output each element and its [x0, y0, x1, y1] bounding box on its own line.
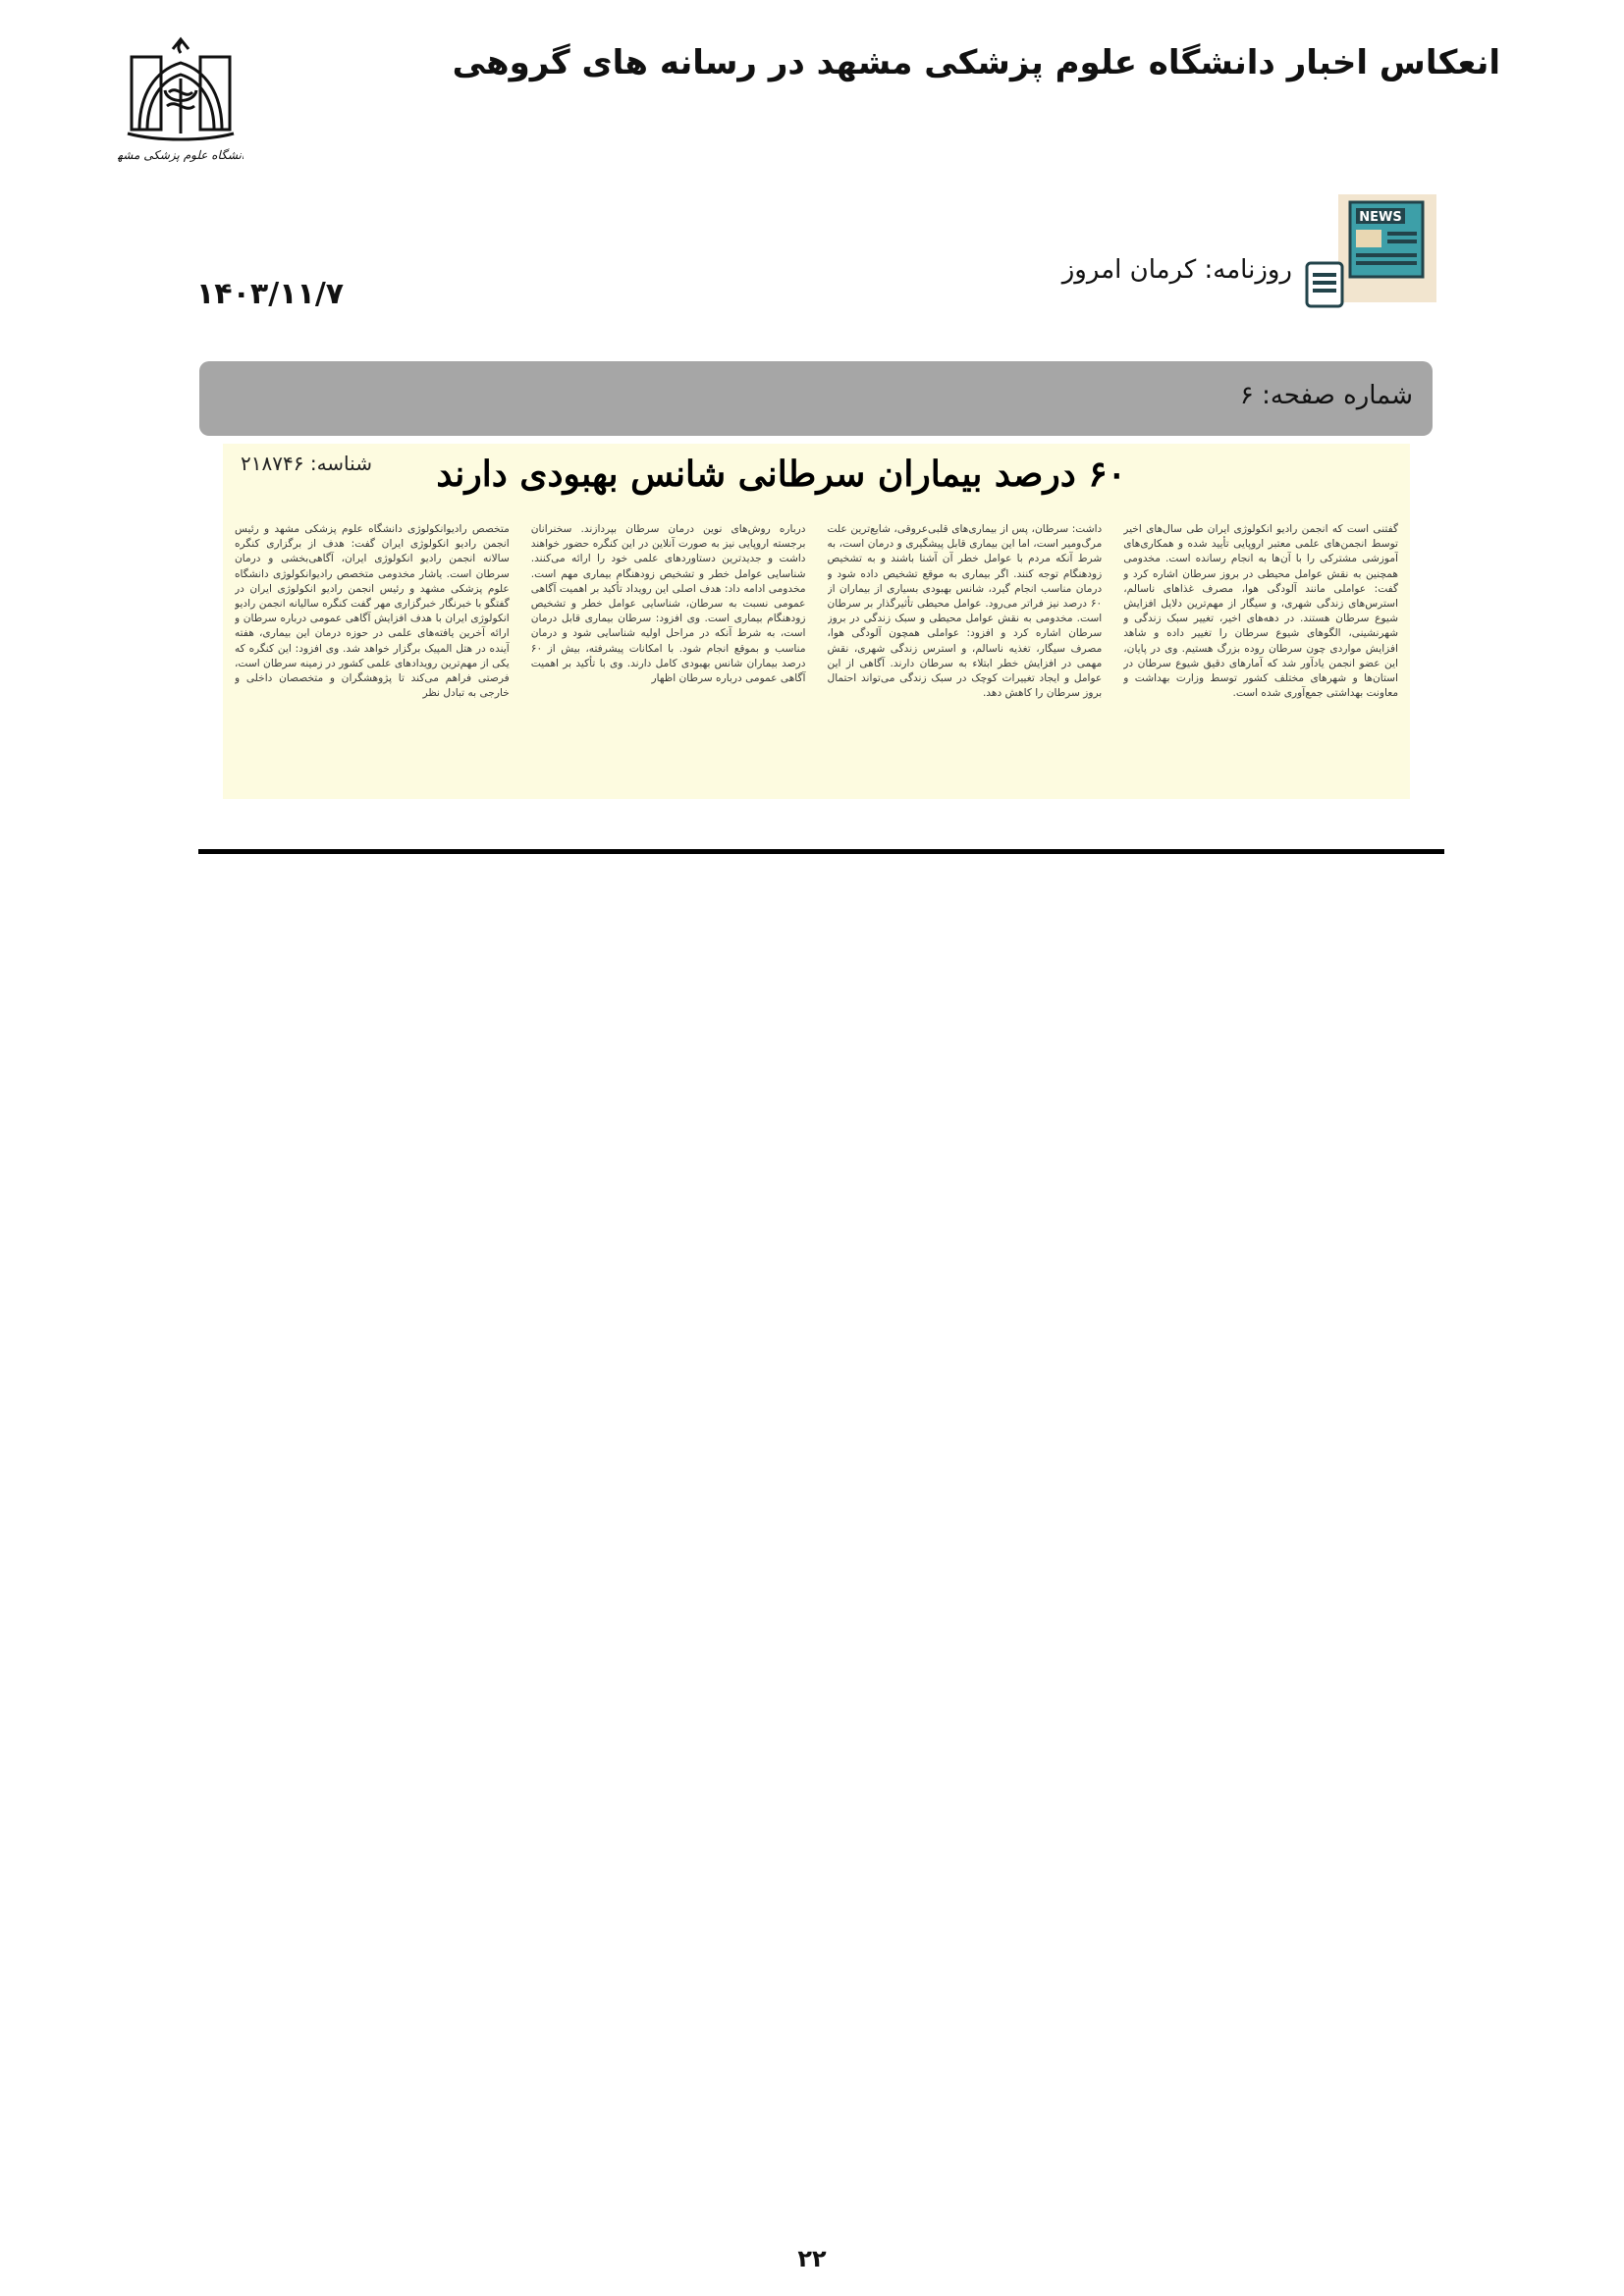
- page-number: ۲۲: [797, 2245, 827, 2272]
- issue-date: ۱۴۰۳/۱۱/۷: [196, 277, 345, 311]
- university-emblem-icon: [118, 35, 244, 168]
- newspaper-icon: [1305, 194, 1436, 310]
- newspaper-name: روزنامه: کرمان امروز: [1061, 255, 1292, 285]
- article-clipping: [223, 444, 1410, 799]
- section-divider: [198, 849, 1444, 854]
- article-column: درباره روش‌های نوین درمان سرطان بپردازند. سخنرانان برجسته اروپایی نیز به صورت آنلاین در این کنگره حضور خواهند داشت و جدیدترین دستاوردهای علمی خود را ارائه می‌کنند. شناسایی عوامل خطر و تشخیص زودهنگام بیماری مهم است. مخدومی ادامه داد: هدف اصلی این رویداد تأکید بر اهمیت آگاهی عمومی نسبت به سرطان، شناسایی عوامل خطر و تشخیص زودهنگام بیماری است. وی افزود: سرطان بیماری قابل درمان است، به شرط آنکه در مراحل اولیه شناسایی شود و درمان مناسب و بموقع انجام شود. با امکانات پیشرفته، بیش از ۶۰ درصد بیماران شانس بهبودی کامل دارند. وی با تأکید بر اهمیت آگاهی عمومی درباره سرطان اظهار: [530, 523, 806, 685]
- article-column: داشت: سرطان، پس از بیماری‌های قلبی‌عروقی، شایع‌ترین علت مرگ‌ومیر است، اما این بیماری قابل پیشگیری و درمان است، به شرط آنکه مردم با عوامل خطر آن آشنا باشند و به تشخیص زودهنگام توجه کنند. اگر بیماری به موقع تشخیص داده شود و درمان مناسب انجام گیرد، شانس بهبودی بسیاری از بیماران از ۶۰ درصد نیز فراتر می‌رود. عوامل محیطی تأثیرگذار بر سرطان است. مخدومی به نقش عوامل محیطی و سبک زندگی در بروز سرطان اشاره کرد و افزود: عواملی همچون آلودگی هوا، مصرف سیگار، تغذیه ناسالم، و استرس زندگی شهری، نقش مهمی در افزایش خطر ابتلاء به سرطان دارند. آگاهی از این عوامل و ایجاد تغییرات کوچک در سبک زندگی می‌تواند احتمال بروز سرطان را کاهش دهد.: [827, 523, 1103, 700]
- article-column: متخصص رادیوانکولوژی دانشگاه علوم پزشکی مشهد و رئیس انجمن رادیو انکولوژی ایران گفت: هدف از برگزاری کنگره سالانه انجمن رادیو انکولوژی ایران، آگاهی‌بخشی و درمان سرطان است. یاشار مخدومی متخصص رادیوانکولوژی دانشگاه علوم پزشکی مشهد و رئیس انجمن رادیو انکولوژی ایران در گفتگو با خبرنگار خبرگزاری مهر گفت کنگره سالیانه انجمن رادیو انکولوژی ایران با هدف افزایش آگاهی عمومی درباره سرطان و ارائه آخرین یافته‌های علمی در حوزه درمان این بیماری، هفته آینده در هتل المپیک برگزار خواهد شد. وی افزود: این کنگره که یکی از مهم‌ترین رویدادهای علمی کشور در زمینه سرطان است، فرصتی فراهم می‌کند تا پژوهشگران و متخصصان داخلی و خارجی به تبادل نظر: [235, 523, 510, 700]
- article-id: شناسه: ۲۱۸۷۴۶: [241, 452, 372, 475]
- logo-caption: دانشگاه علوم پزشکی مشهد: [118, 148, 244, 162]
- article-column: گفتنی است که انجمن رادیو انکولوژی ایران طی سال‌های اخیر توسط انجمن‌های علمی معتبر اروپایی تأیید شده و همکاری‌های آموزشی مشترکی را با آن‌ها به انجام رسانده است. مخدومی همچنین به نقش عوامل محیطی در بروز سرطان اشاره کرد و گفت: عواملی مانند آلودگی هوا، مصرف غذاهای ناسالم، استرس‌های زندگی شهری، و سیگار از مهم‌ترین دلایل افزایش شیوع سرطان هستند. در دهه‌های اخیر، تغییر سبک زندگی و شهرنشینی، الگوهای شیوع سرطان را تغییر داده و شاهد افزایش مواردی چون سرطان روده بزرگ هستیم. وی در پایان، این عضو انجمن یادآور شد که آمارهای دقیق شیوع سرطان در استان‌ها و شهرهای مختلف کشور توسط وزارت بهداشت و معاونت بهداشتی جمع‌آوری شده است.: [1123, 523, 1398, 700]
- news-icon-label: NEWS: [1359, 210, 1402, 225]
- article-body: [235, 522, 1398, 795]
- article-headline: ۶۰ درصد بیماران سرطانی شانس بهبودی دارند: [436, 454, 1126, 495]
- page-number-bar: [199, 361, 1433, 436]
- document-header-title: انعکاس اخبار دانشگاه علوم پزشکی مشهد در رسانه های گروهی: [452, 43, 1500, 82]
- page-number-label: شماره صفحه: ۶: [1239, 381, 1413, 410]
- university-logo: [118, 35, 244, 168]
